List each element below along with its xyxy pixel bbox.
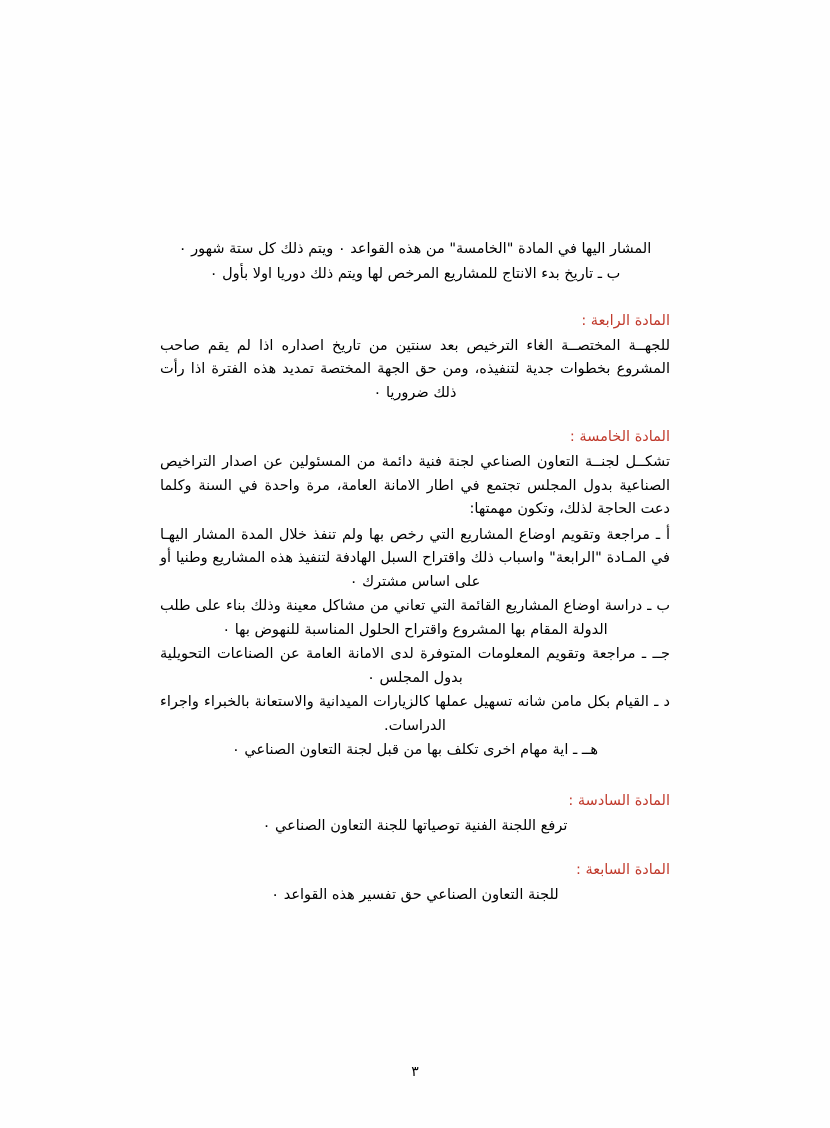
page-number: ٣ bbox=[411, 1064, 419, 1080]
paragraph: المشار اليها في المادة "الخامسة" من هذه القواعد ٠ ويتم ذلك كل ستة شهور ٠ bbox=[178, 241, 652, 257]
top-paragraphs bbox=[160, 238, 670, 287]
paragraph: ب ـ تاريخ بدء الانتاج للمشاريع المرخص لها ويتم ذلك دوريا اولا بأول ٠ bbox=[209, 266, 621, 283]
spacer bbox=[160, 291, 670, 297]
list-item: د ـ القيام بكل مامن شانه تسهيل عملها كالزيارات الميدانية والاستعانة بالخبراء واجراء الدراسات. bbox=[160, 694, 670, 734]
document-body bbox=[160, 238, 670, 912]
article-section bbox=[160, 862, 670, 907]
article-paragraph: للجنة التعاون الصناعي حق تفسير هذه القواعد ٠ bbox=[271, 887, 559, 904]
article-heading: المادة السادسة : bbox=[568, 792, 670, 809]
article-heading: المادة الرابعة : bbox=[581, 312, 670, 329]
list-item: ب ـ دراسة اوضاع المشاريع القائمة التي تعاني من مشاكل معينة وذلك بناء على طلب الدولة المقام بها المشروع واقتراح الحلول المناسبة للنهوض بها ٠ bbox=[160, 598, 670, 638]
article-section bbox=[160, 429, 670, 762]
article-paragraph: للجهــة المختصــة الغاء الترخيص بعد سنتين من تاريخ اصداره اذا لم يقم صاحب المشروع بخطوات جدية لتنفيذه، ومن حق الجهة المختصة تمديد هذه الفترة اذا رأت ذلك ضروريا ٠ bbox=[160, 337, 670, 401]
list-item: جــ ـ مراجعة وتقويم المعلومات المتوفرة لدى الامانة العامة عن الصناعات التحويلية بدول المجلس ٠ bbox=[160, 646, 670, 686]
article-paragraph: ترفع اللجنة الفنية توصياتها للجنة التعاون الصناعي ٠ bbox=[262, 817, 568, 834]
list-item: أ ـ مراجعة وتقويم اوضاع المشاريع التي رخص بها ولم تنفذ خلال المدة المشار اليهـا في المـادة "الرابعة" واسباب ذلك واقتراح السبل الهادفة لتنفيذ هذه المشاريع وطنيا أو على اساس مشترك ٠ bbox=[160, 526, 670, 590]
article-paragraph: تشكــل لجنــة التعاون الصناعي لجنة فنية دائمة من المسئولين عن اصدار التراخيص الصناعية بدول المجلس تجتمع في اطار الامانة العامة، مرة واحدة في السنة وكلما دعت الحاجة لذلك، وتكون مهمتها: bbox=[160, 454, 670, 518]
article-section bbox=[160, 313, 670, 405]
spacer bbox=[160, 767, 670, 779]
article-heading: المادة الخامسة : bbox=[569, 429, 670, 446]
article-section bbox=[160, 793, 670, 838]
spacer bbox=[160, 409, 670, 415]
list-item: هــ ـ اية مهام اخرى تكلف بها من قبل لجنة التعاون الصناعي ٠ bbox=[232, 742, 598, 759]
spacer bbox=[160, 842, 670, 848]
article-heading: المادة السابعة : bbox=[575, 862, 670, 879]
